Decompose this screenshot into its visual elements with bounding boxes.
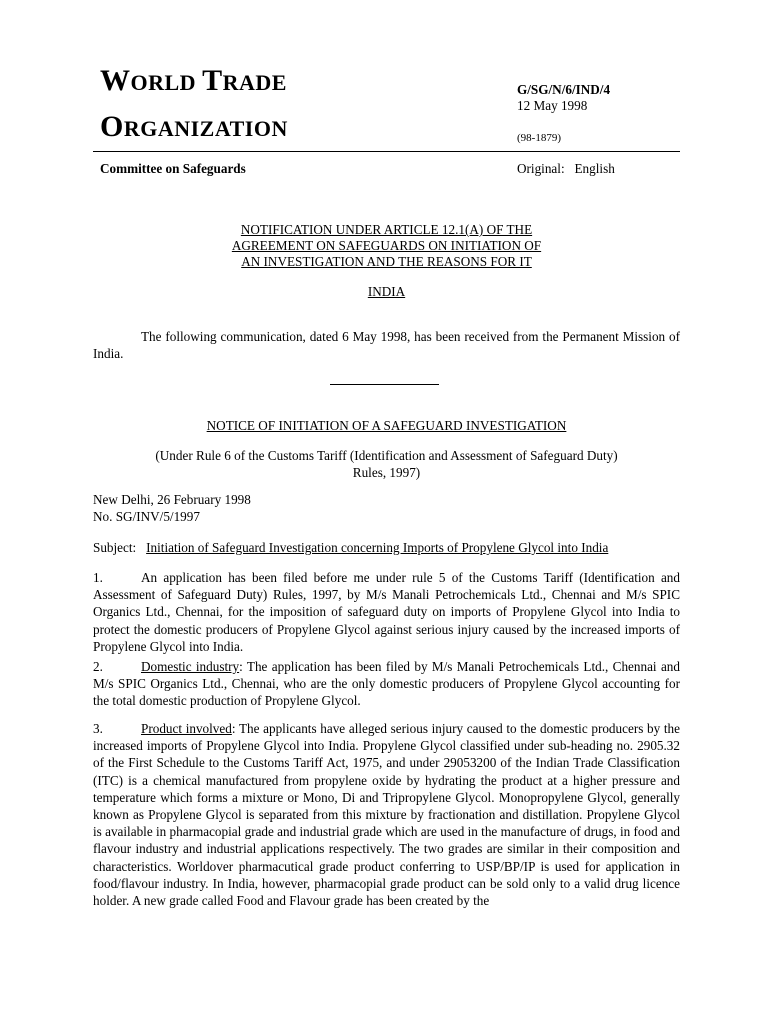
- document-reference: (98-1879): [517, 132, 561, 144]
- paragraph-3: 3. Product involved: The applicants have alleged serious injury caused to the domestic producers by the increased imports of Propylene Glycol into India. Propylene Glycol classified under sub-heading no. 2905.32 of the First Schedule to the Customs Tariff Act, 1975, and under 29053200 of the Indian Trade Classification (ITC) is a chemical manufactured from propylene oxide by hydrating the product at a higher pressure and temperature which forms a mixture or Mono, Di and Tripropylene Glycol. Monopropylene Glycol, generally known as Propylene Glycol is separated from this mixture by fractionation and distillation. Propylene Glycol is available in pharmacopial grade and industrial grade which are used in the manufacture of drugs, in food and flavour industry and industrial applications respectively. The two grades are similar in their composition and characteristics. Worldover pharmacutical grade product conferring to USP/BP/IP is used for application in food/flavour industry. In India, however, pharmacopial grade product can be sold only to a valid drug licence holder. A new grade called Food and Flavour grade has been created by the: [93, 721, 681, 909]
- file-number: No. SG/INV/5/1997: [93, 509, 200, 524]
- notification-title: [93, 222, 680, 270]
- country-label: INDIA: [367, 284, 406, 299]
- document-date: 12 May 1998: [517, 98, 588, 113]
- header-divider: [93, 151, 680, 152]
- document-metadata: [517, 82, 610, 146]
- committee-name: Committee on Safeguards: [100, 161, 246, 176]
- intro-paragraph: [93, 328, 680, 362]
- title-line-2: AGREEMENT ON SAFEGUARDS ON INITIATION OF: [231, 238, 542, 253]
- paragraph-1: 1. An application has been filed before me under rule 5 of the Customs Tariff (Identification and Assessment of Safeguard Duty) Rules, 1997, by M/s Manali Petrochemicals Ltd., Chennai and M/s SPIC Organics Ltd., Chennai, for the imposition of safeguard duty on imports of Propylene Glycol into India to protect the domestic producers of Propylene Glycol against serious injury caused by the increased imports of Propylene Glycol into India.: [93, 570, 680, 654]
- intro-text: The following communication, dated 6 May 1998, has been received from the Permanent Mission of India.: [93, 329, 680, 362]
- subject-line: Subject: Initiation of Safeguard Investigation concerning Imports of Propylene Glycol into India: [93, 540, 609, 555]
- notifying-country: [93, 284, 680, 300]
- place-and-date: New Delhi, 26 February 1998: [93, 492, 251, 507]
- organization-name-line1: WORLD TRADE: [100, 64, 287, 97]
- title-line-1: NOTIFICATION UNDER ARTICLE 12.1(A) OF THE: [240, 222, 533, 237]
- section-separator: [330, 384, 439, 385]
- organization-name-line2: ORGANIZATION: [100, 110, 288, 143]
- paragraph-2: 2. Domestic industry: The application has been filed by M/s Manali Petrochemicals Ltd., Chennai and M/s SPIC Organics Ltd., Chennai, who are the only domestic producers of Propylene Glycol accounting for the total domestic production of Propylene Glycol.: [93, 659, 680, 709]
- notice-place-date: [93, 491, 251, 525]
- original-language: Original: English: [517, 161, 615, 176]
- document-symbol: G/SG/N/6/IND/4: [517, 82, 611, 97]
- title-line-3: AN INVESTIGATION AND THE REASONS FOR IT: [241, 254, 532, 269]
- notice-rule-reference: (Under Rule 6 of the Customs Tariff (Identification and Assessment of Safeguard Duty) Rules, 1997): [155, 448, 618, 480]
- notice-heading: NOTICE OF INITIATION OF A SAFEGUARD INVESTIGATION: [206, 418, 567, 433]
